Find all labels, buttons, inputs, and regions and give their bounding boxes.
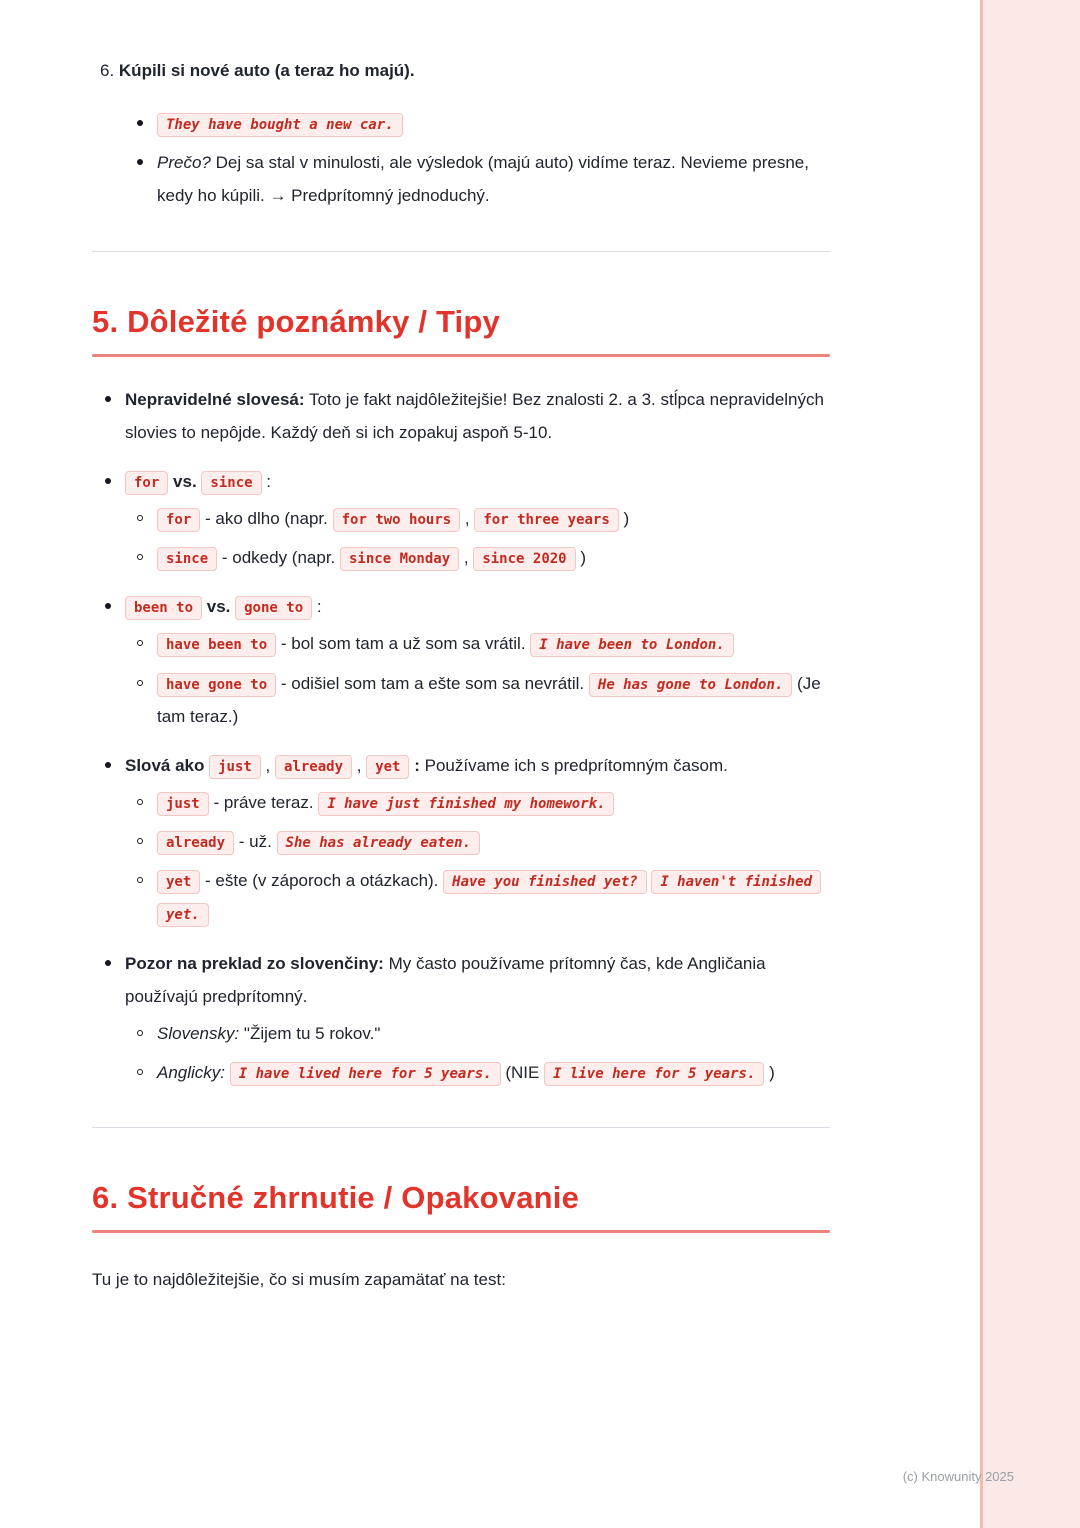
bullet-circle [137,1030,143,1036]
text-run: Toto je fakt najdôležitejšie! Bez znalosti 2. a 3. stĺpca nepravidelných slovies to nepôjde. Každý deň si ich zopakuj aspoň 5-10. [125,389,824,442]
text-run: - práve teraz. [208,792,319,812]
code-chip: already [275,755,352,779]
bullet-dot [105,478,111,484]
code-chip: I have lived here for 5 years. [230,1062,501,1086]
list-item [92,864,830,930]
list-item [92,146,830,212]
list-item [92,1056,830,1089]
list-item-text [157,864,830,930]
bullet-icon [124,107,157,126]
circle-bullet-icon [124,1017,157,1036]
circle-bullet-icon [124,541,157,560]
bullet-dot [137,159,143,165]
text-run: - ešte (v záporoch a otázkach). [200,871,444,891]
code-chip: for [125,471,168,495]
bold-text: Kúpili si nové auto (a teraz ho majú). [118,61,415,80]
list-item [92,107,830,140]
list-item [92,590,830,623]
list-item [92,502,830,535]
code-chip: I haven't finished yet. [157,870,821,927]
code-chip: for three years [474,508,618,532]
text-run: : [261,471,272,491]
list-item-text [157,1017,830,1050]
list-item-text [125,383,830,449]
code-chip: yet [366,755,409,779]
text-run: ) [575,548,587,568]
text-run: "Žijem tu 5 rokov." [239,1023,381,1043]
list-item [92,667,830,733]
code-chip: gone to [235,596,312,620]
bold-text: Nepravidelné slovesá: [125,389,305,409]
italic-text: Anglicky: [157,1062,226,1082]
section-divider [92,1127,830,1128]
text-run: - odkedy (napr. [217,548,340,568]
list-item-text [125,465,830,498]
bullet-icon [124,146,157,165]
bullet-circle [137,640,143,646]
bullet-circle [137,680,143,686]
text-run: , [459,548,474,568]
code-chip: for [157,508,200,532]
list-item [92,1017,830,1050]
text-run: - bol som tam a už som sa vrátil. [276,634,531,654]
bullet-icon [92,465,125,484]
circle-bullet-icon [124,627,157,646]
bullet-circle [137,554,143,560]
text-run: Dej sa stal v minulosti, ale výsledok (majú auto) vidíme teraz. Nevieme presne, kedy ho kúpili. → Predprítomný jednoduchý. [157,153,809,206]
list-item-text [157,107,830,140]
bullet-dot [105,396,111,402]
code-chip: since Monday [340,547,459,571]
bullet-dot [105,960,111,966]
section-divider [92,251,830,252]
list-item-text [157,502,830,535]
list-item-text [125,947,830,1013]
code-chip: yet [157,870,200,894]
code-chip: have gone to [157,673,276,697]
text-run: (NIE [500,1062,545,1082]
list-item-text [157,667,830,733]
section-heading: 5. Dôležité poznámky / Tipy [92,303,500,339]
bullet-circle [137,1069,143,1075]
list-item-text [157,786,830,819]
text-run: - už. [234,832,277,852]
list-item-text [157,627,830,660]
bullet-dot [105,603,111,609]
document-content [92,54,830,1316]
circle-bullet-icon [124,825,157,844]
text-run: - ako dlho (napr. [200,508,333,528]
code-chip: Have you finished yet? [443,870,646,894]
text-run: Tu je to najdôležitejšie, čo si musím zapamätať na test: [92,1270,506,1290]
circle-bullet-icon [124,786,157,805]
bullet-circle [137,838,143,844]
code-chip: just [157,792,209,816]
code-chip: for two hours [333,508,461,532]
list-item-text [157,541,830,574]
bold-text: vs. [206,597,231,617]
italic-text: Slovensky: [157,1023,240,1043]
code-chip: They have bought a new car. [157,113,403,137]
code-chip: She has already eaten. [277,831,480,855]
heading-underline [92,1230,830,1233]
paragraph [92,54,830,87]
bullet-dot [137,120,143,126]
bold-text: vs. [173,471,197,491]
text-run: ) [618,508,630,528]
text-run: , [260,755,275,775]
code-chip: He has gone to London. [589,673,792,697]
text-run: ) [764,1062,775,1082]
list-item-text [157,146,830,212]
section-heading: 6. Stručné zhrnutie / Opakovanie [92,1180,580,1216]
list-item [92,541,830,574]
bullet-icon [92,383,125,402]
circle-bullet-icon [124,667,157,686]
list-item [92,786,830,819]
bullet-circle [137,515,143,521]
list-item [92,627,830,660]
bullet-icon [92,590,125,609]
bullet-dot [105,762,111,768]
code-chip: since [157,547,217,571]
heading-underline [92,354,830,357]
text-run: : [312,597,322,617]
list-item-text [157,825,830,858]
list-item-text [157,1056,830,1089]
italic-text: Prečo? [157,153,211,173]
code-chip: since [201,471,261,495]
text-run: , [352,755,367,775]
bold-text: Slová ako [125,755,205,775]
list-item [92,383,830,449]
code-chip: I have just finished my homework. [318,792,614,816]
text-run: Používame ich s predprítomným časom. [419,755,728,775]
list-item [92,465,830,498]
list-item [92,825,830,858]
section-heading-block [92,1180,830,1233]
code-chip: I have been to London. [530,633,733,657]
section-heading-block [92,304,830,357]
list-item [92,947,830,1013]
circle-bullet-icon [124,1056,157,1075]
bold-text: : [414,755,420,775]
list-item-text [125,590,830,623]
list-item-text [125,749,830,782]
text-run: , [460,508,475,528]
bullet-circle [137,799,143,805]
bold-text: Pozor na preklad zo slovenčiny: [125,953,384,973]
code-chip: have been to [157,633,276,657]
text-run: My často používame prítomný čas, kde Angličania používajú predprítomný. [125,953,766,1006]
code-chip: just [209,755,261,779]
code-chip: already [157,831,234,855]
copyright-text: (c) Knowunity 2025 [902,1469,1014,1484]
list-item [92,749,830,782]
circle-bullet-icon [124,502,157,521]
code-chip: I live here for 5 years. [544,1062,764,1086]
circle-bullet-icon [124,864,157,883]
code-chip: been to [125,596,202,620]
text-run: 6. [100,61,119,80]
bullet-icon [92,947,125,966]
paragraph [92,1263,830,1296]
bullet-icon [92,749,125,768]
text-run: (Je tam teraz.) [157,673,821,726]
code-chip: since 2020 [473,547,575,571]
bullet-circle [137,877,143,883]
page-margin-stripe [980,0,1080,1528]
text-run: - odišiel som tam a ešte som sa nevrátil. [276,673,589,693]
